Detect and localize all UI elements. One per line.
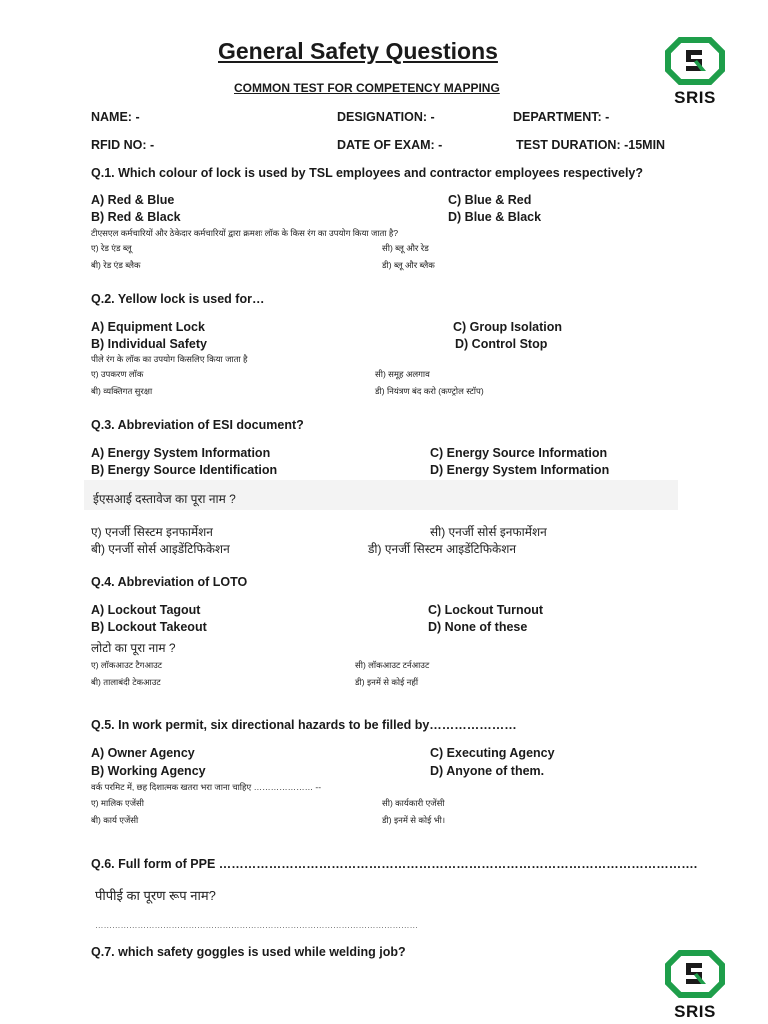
- q4-hindi-option-b: बी) तालाबंदी टेकआउट: [91, 677, 161, 687]
- q2-option-c: C) Group Isolation: [453, 320, 563, 334]
- q4-hindi-option-a: ए) लॉकआउट टैगआउट: [91, 660, 163, 670]
- q5-hindi-option-c: सी) कार्यकारी एजेंसी: [382, 798, 445, 808]
- q5-option-c: C) Executing Agency: [430, 746, 555, 760]
- q2-hindi-option-a: ए) उपकरण लॉक: [91, 369, 144, 379]
- q3-hindi-option-a: ए) एनर्जी सिस्टम इनफार्मेशन: [91, 525, 213, 539]
- q3-hindi-option-d: डी) एनर्जी सिस्टम आइडेंटिफिकेशन: [368, 542, 517, 556]
- question-6: Q.6. Full form of PPE …………………………………………………………………………………………………….: [91, 857, 698, 871]
- q3-hindi-question: ईएसआई दस्तावेज का पूरा नाम ?: [93, 492, 236, 506]
- sris-logo-bottom: [664, 950, 726, 1020]
- q2-option-b: B) Individual Safety: [91, 337, 207, 351]
- question-4: Q.4. Abbreviation of LOTO: [91, 575, 248, 589]
- q5-option-b: B) Working Agency: [91, 764, 206, 778]
- page-title: General Safety Questions: [218, 38, 498, 64]
- q2-option-a: A) Equipment Lock: [91, 320, 205, 334]
- q3-hindi-option-c: सी) एनर्जी सोर्स इनफार्मेशन: [430, 525, 547, 539]
- q6-answer-line: ……………………………………………………………………………………………………: [95, 920, 418, 930]
- q1-hindi-option-b: बी) रेड एंड ब्लैक: [91, 260, 141, 270]
- q5-hindi-question: वर्क परमिट में, छह दिशात्मक खतरा भरा जाना चाहिए ………………… --: [91, 782, 322, 792]
- q5-option-d: D) Anyone of them.: [430, 764, 545, 778]
- designation-field: DESIGNATION: -: [337, 110, 435, 124]
- q5-hindi-option-a: ए) मालिक एजेंसी: [91, 798, 144, 808]
- q3-option-a: A) Energy System Information: [91, 446, 271, 460]
- q3-option-d: D) Energy System Information: [430, 463, 610, 477]
- question-3: Q.3. Abbreviation of ESI document?: [91, 418, 304, 432]
- q4-hindi-option-d: डी) इनमें से कोई नहीं: [355, 677, 419, 687]
- q2-option-d: D) Control Stop: [455, 337, 548, 351]
- name-field: NAME: -: [91, 110, 140, 124]
- logo-text-bottom: SRIS: [674, 1002, 716, 1021]
- sris-logo-top: [664, 38, 726, 107]
- department-field: DEPARTMENT: -: [513, 110, 610, 124]
- q3-option-c: C) Energy Source Information: [430, 446, 608, 460]
- sris-logo-icon: [664, 38, 726, 84]
- q3-option-b: B) Energy Source Identification: [91, 463, 278, 477]
- q2-hindi-option-b: बी) व्यक्तिगत सुरक्षा: [91, 386, 153, 396]
- question-1: Q.1. Which colour of lock is used by TSL employees and contractor employees respectively?: [91, 166, 644, 180]
- q1-hindi-option-d: डी) ब्लू और ब्लैक: [382, 260, 435, 270]
- q1-option-d: D) Blue & Black: [448, 210, 542, 224]
- q4-hindi-question: लोटो का पूरा नाम ?: [91, 641, 176, 655]
- q1-hindi-question: टीएसएल कर्मचारियों और ठेकेदार कर्मचारियों द्वारा क्रमशः लॉक के किस रंग का उपयोग किया जाता है?: [91, 228, 399, 238]
- q1-hindi-option-c: सी) ब्लू और रेड: [382, 243, 429, 253]
- exam-date-field: DATE OF EXAM: -: [337, 138, 443, 152]
- q2-hindi-option-d: डी) नियंत्रण बंद करो (कण्ट्रोल स्टॉप): [375, 386, 484, 396]
- q4-option-d: D) None of these: [428, 620, 528, 634]
- question-7: Q.7. which safety goggles is used while welding job?: [91, 945, 406, 959]
- q4-option-b: B) Lockout Takeout: [91, 620, 207, 634]
- q4-option-a: A) Lockout Tagout: [91, 603, 201, 617]
- test-duration-field: TEST DURATION: -15MIN: [516, 138, 666, 152]
- q1-option-b: B) Red & Black: [91, 210, 181, 224]
- q1-option-a: A) Red & Blue: [91, 193, 175, 207]
- question-5: Q.5. In work permit, six directional hazards to be filled by…………………: [91, 718, 517, 732]
- page-subtitle: COMMON TEST FOR COMPETENCY MAPPING: [234, 81, 500, 95]
- q6-hindi-question: पीपीई का पूरण रूप नाम?: [95, 888, 216, 903]
- q1-option-c: C) Blue & Red: [448, 193, 532, 207]
- q4-hindi-option-c: सी) लॉकआउट टर्नआउट: [355, 660, 430, 670]
- sris-logo-icon: [664, 950, 726, 998]
- q4-option-c: C) Lockout Turnout: [428, 603, 544, 617]
- q1-hindi-option-a: ए) रेड एंड ब्लू: [91, 243, 132, 253]
- q5-option-a: A) Owner Agency: [91, 746, 195, 760]
- rfid-field: RFID NO: -: [91, 138, 155, 152]
- q3-hindi-option-b: बी) एनर्जी सोर्स आइडेंटिफिकेशन: [91, 542, 230, 556]
- q5-hindi-option-d: डी) इनमें से कोई भी।: [382, 815, 446, 825]
- q2-hindi-option-c: सी) समूह अलगाव: [375, 369, 430, 379]
- q5-hindi-option-b: बी) कार्य एजेंसी: [91, 815, 139, 825]
- question-2: Q.2. Yellow lock is used for…: [91, 292, 265, 306]
- q2-hindi-question: पीले रंग के लॉक का उपयोग किसलिए किया जाता है: [91, 354, 248, 364]
- logo-text: SRIS: [674, 88, 716, 107]
